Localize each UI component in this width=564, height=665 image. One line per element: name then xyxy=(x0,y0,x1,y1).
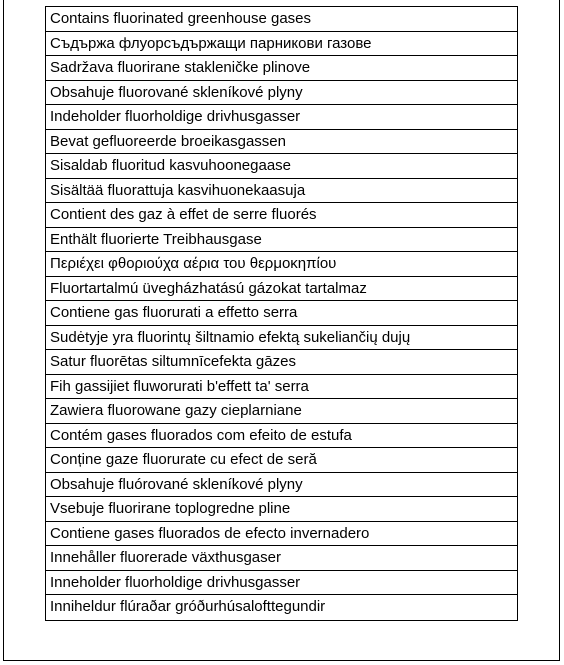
table-row: Bevat gefluoreerde broeikasgassen xyxy=(46,130,517,155)
table-row: Fih gassijiet fluworurati b'effett ta' serra xyxy=(46,375,517,400)
table-row: Sudėtyje yra fluorintų šiltnamio efektą sukeliančių dujų xyxy=(46,326,517,351)
table-row: Съдържа флуорсъдържащи парникови газове xyxy=(46,32,517,57)
table-row: Contém gases fluorados com efeito de estufa xyxy=(46,424,517,449)
table-row: Conține gaze fluorurate cu efect de seră xyxy=(46,448,517,473)
table-row: Contiene gas fluorurati a effetto serra xyxy=(46,301,517,326)
table-row: Innehåller fluorerade växthusgaser xyxy=(46,546,517,571)
table-row: Zawiera fluorowane gazy cieplarniane xyxy=(46,399,517,424)
table-row: Περιέχει φθοριούχα αέρια του θερμοκηπίου xyxy=(46,252,517,277)
table-row: Fluortartalmú üvegházhatású gázokat tartalmaz xyxy=(46,277,517,302)
language-table xyxy=(45,6,518,621)
table-row: Sadržava fluorirane stakleničke plinove xyxy=(46,56,517,81)
table-row: Satur fluorētas siltumnīcefekta gāzes xyxy=(46,350,517,375)
table-row: Obsahuje fluorované skleníkové plyny xyxy=(46,81,517,106)
table-row: Contient des gaz à effet de serre fluorés xyxy=(46,203,517,228)
table-row: Inneholder fluorholdige drivhusgasser xyxy=(46,571,517,596)
table-row: Enthält fluorierte Treibhausgase xyxy=(46,228,517,253)
table-row: Contiene gases fluorados de efecto invernadero xyxy=(46,522,517,547)
table-row: Contains fluorinated greenhouse gases xyxy=(46,7,517,32)
table-row: Obsahuje fluórované skleníkové plyny xyxy=(46,473,517,498)
table-row: Inniheldur flúraðar gróðurhúsalofttegundir xyxy=(50,598,326,615)
table-row: Vsebuje fluorirane toplogredne pline xyxy=(46,497,517,522)
table-row: Sisaldab fluoritud kasvuhoonegaase xyxy=(46,154,517,179)
table-row: Indeholder fluorholdige drivhusgasser xyxy=(46,105,517,130)
table-row: Sisältää fluorattuja kasvihuonekaasuja xyxy=(46,179,517,204)
